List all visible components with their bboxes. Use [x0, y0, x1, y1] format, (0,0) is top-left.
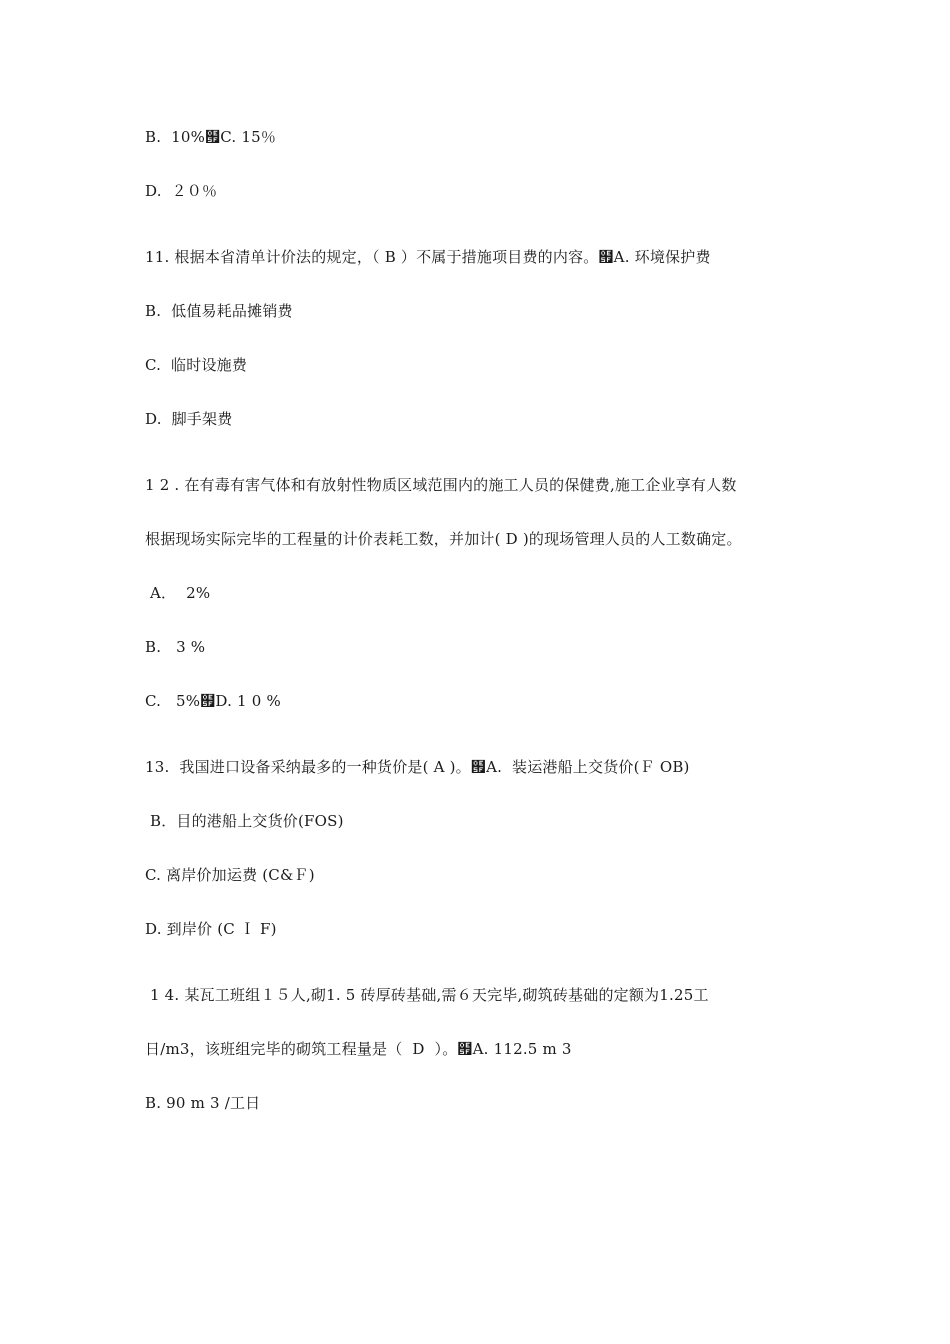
question-13-option-d: D. 到岸价 (C Ｉ F): [145, 920, 277, 938]
question-13-option-c: C. 离岸价加运费 (C&Ｆ): [145, 866, 315, 884]
question-11: 11. 根据本省清单计价法的规定，（ B ）不属于措施项目费的内容。๟A. 环境保护费: [145, 248, 711, 266]
question-11-option-d: D. 脚手架费: [145, 410, 233, 428]
question-12-option-c-d: C. 5%๟D. 1 0 %: [145, 692, 281, 710]
question-14-option-b: B. 90 m 3 /工日: [145, 1094, 261, 1112]
question-13-option-b: B．目的港船上交货价(FOS): [145, 812, 344, 830]
question-13: 13. 我国进口设备采纳最多的一种货价是( A )。๟A. 装运港船上交货价(Ｆ OB): [145, 758, 690, 776]
question-14-line-2: 日/m3，该班组完毕的砌筑工程量是（ D ）。๟A. 112.5 m 3: [145, 1040, 572, 1058]
option-d-20: D. ２０％: [145, 182, 218, 200]
question-11-option-c: C. 临时设施费: [145, 356, 248, 374]
option-b-c-10-15: B. 10%๟C. 15％: [145, 128, 277, 146]
question-12-line-2: 根据现场实际完毕的工程量的计价表耗工数，并加计( D )的现场管理人员的人工数确定。: [145, 530, 742, 548]
question-14-line-1: 1 4. 某瓦工班组１５人,砌1. 5 砖厚砖基础,需６天完毕,砌筑砖基础的定额为1.25工: [145, 986, 709, 1004]
question-12-line-1: 1 2 . 在有毒有害气体和有放射性物质区域范围内的施工人员的保健费,施工企业享有人数: [145, 476, 737, 494]
question-12-option-a: A． 2%: [145, 584, 211, 602]
question-12-option-b: B. 3 %: [145, 638, 206, 656]
question-11-option-b: B. 低值易耗品摊销费: [145, 302, 293, 320]
